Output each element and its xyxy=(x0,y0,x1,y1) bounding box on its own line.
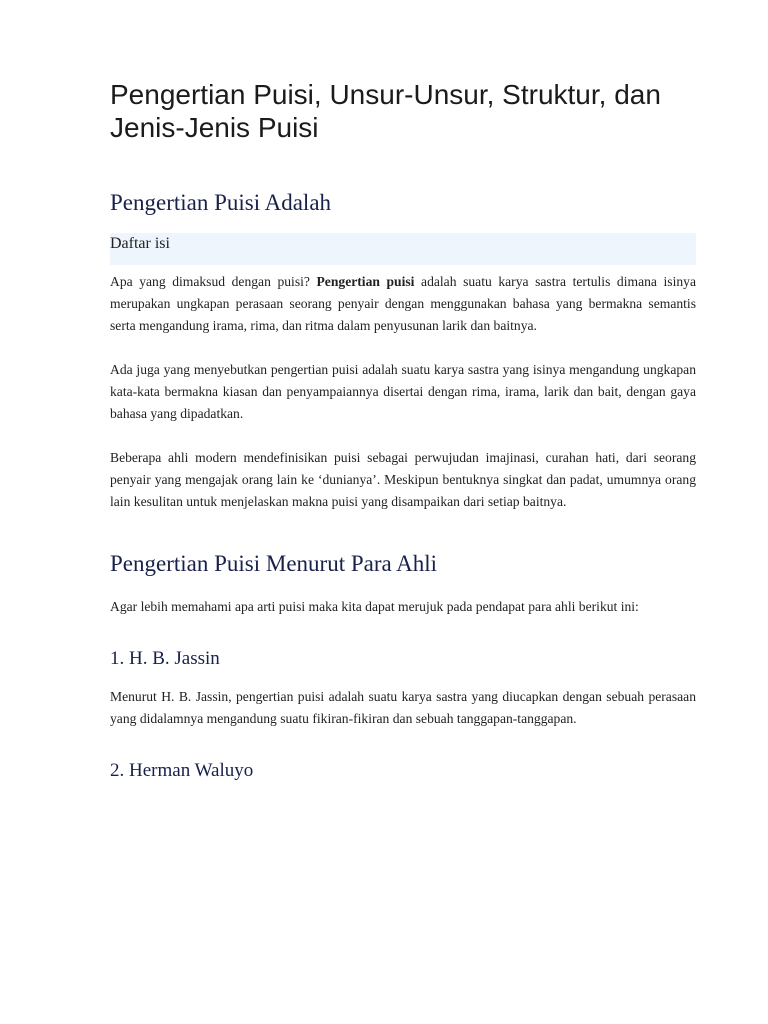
section-heading-pengertian: Pengertian Puisi Adalah xyxy=(110,190,332,215)
text: adalah suatu karya sastra tertulis dimana isinya merupakan ungkapan perasaan seorang penyair dengan menggunakan bahasa yang bermakna semantis serta mengandung irama, rima, dan ritma dalam penyusunan larik dan baitnya. xyxy=(110,274,696,333)
text: Apa yang dimaksud dengan puisi? xyxy=(110,274,317,289)
toc-label: Daftar isi xyxy=(110,235,170,252)
table-of-contents-toggle[interactable] xyxy=(110,233,696,265)
paragraph xyxy=(110,271,696,337)
paragraph: Agar lebih memahami apa arti puisi maka kita dapat merujuk pada pendapat para ahli berikut ini: xyxy=(110,599,639,614)
expert-heading: 1. H. B. Jassin xyxy=(110,648,220,669)
document-page xyxy=(110,78,696,784)
paragraph: Ada juga yang menyebutkan pengertian puisi adalah suatu karya sastra yang isinya mengandung ungkapan kata-kata bermakna kiasan dan penyampaiannya disertai dengan rima, irama, larik dan bait, dengan gaya bahasa yang dipadatkan. xyxy=(110,362,696,421)
page-title: Pengertian Puisi, Unsur-Unsur, Struktur, dan Jenis-Jenis Puisi xyxy=(110,79,661,143)
section-heading-para-ahli: Pengertian Puisi Menurut Para Ahli xyxy=(110,551,438,576)
expert-heading: 2. Herman Waluyo xyxy=(110,760,254,781)
bold-term: Pengertian puisi xyxy=(316,274,415,289)
paragraph: Beberapa ahli modern mendefinisikan puisi sebagai perwujudan imajinasi, curahan hati, dari seorang penyair yang mengajak orang lain ke ‘dunianya’. Meskipun bentuknya singkat dan padat, umumnya orang lain kesulitan untuk menjelaskan makna puisi yang disampaikan dari setiap baitnya. xyxy=(110,450,696,509)
paragraph: Menurut H. B. Jassin, pengertian puisi adalah suatu karya sastra yang diucapkan dengan sebuah perasaan yang didalamnya mengandung suatu fikiran-fikiran dan sebuah tanggapan-tanggapan. xyxy=(110,689,696,726)
